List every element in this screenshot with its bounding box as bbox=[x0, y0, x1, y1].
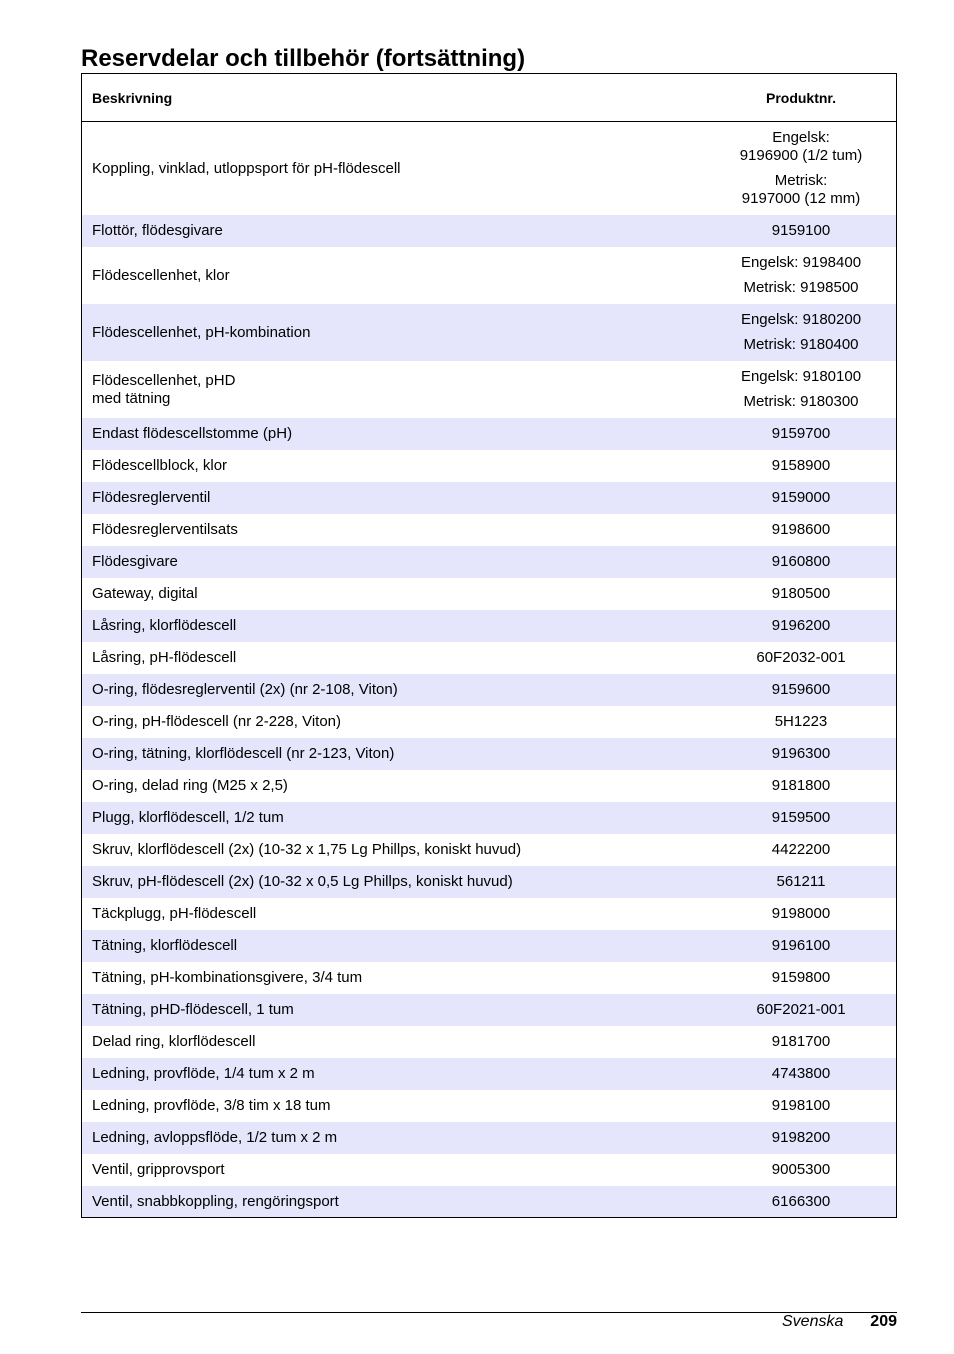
product-number-cell bbox=[706, 1161, 896, 1179]
table-row bbox=[82, 450, 896, 482]
description-text: med tätning bbox=[92, 389, 171, 407]
description-cell bbox=[82, 1097, 706, 1115]
description-cell bbox=[82, 267, 706, 285]
description-cell bbox=[82, 777, 706, 795]
product-number-text: 9198000 bbox=[771, 905, 831, 922]
product-number-text: 9196300 bbox=[771, 745, 831, 762]
table-row bbox=[82, 674, 896, 706]
product-number-text: 9181700 bbox=[771, 1033, 831, 1050]
description-cell bbox=[82, 873, 706, 891]
description-cell bbox=[82, 617, 706, 635]
table-row bbox=[82, 834, 896, 866]
table-row bbox=[82, 866, 896, 898]
product-number-text: Engelsk: 9198400 bbox=[740, 254, 862, 271]
table-row bbox=[82, 1090, 896, 1122]
table-row bbox=[82, 1026, 896, 1058]
product-number-text: 9197000 (12 mm) bbox=[741, 190, 861, 207]
table-body bbox=[82, 122, 896, 1217]
description-cell bbox=[82, 905, 706, 923]
table-row bbox=[82, 802, 896, 834]
product-number-text: 9196100 bbox=[771, 937, 831, 954]
product-number-cell bbox=[706, 1193, 896, 1211]
table-row bbox=[82, 304, 896, 361]
description-cell bbox=[82, 713, 706, 731]
product-number-cell bbox=[706, 425, 896, 443]
description-cell bbox=[82, 222, 706, 240]
table-row bbox=[82, 770, 896, 802]
product-number-text: Metrisk: bbox=[774, 172, 828, 189]
product-number-text: 9198600 bbox=[771, 521, 831, 538]
product-number-text: 6166300 bbox=[771, 1192, 831, 1210]
description-text: Flödesreglerventilsats bbox=[92, 521, 238, 538]
table-row bbox=[82, 994, 896, 1026]
description-cell bbox=[82, 372, 706, 408]
table-row bbox=[82, 962, 896, 994]
product-number-cell bbox=[706, 873, 896, 891]
table-row bbox=[82, 738, 896, 770]
description-text: Skruv, pH-flödescell (2x) (10-32 x 0,5 Lg Phillps, koniskt huvud) bbox=[92, 873, 513, 890]
description-cell bbox=[82, 745, 706, 763]
description-cell bbox=[82, 1065, 706, 1083]
description-cell bbox=[82, 160, 706, 178]
description-text: O-ring, tätning, klorflödescell (nr 2-123, Viton) bbox=[92, 745, 395, 762]
product-number-cell bbox=[706, 553, 896, 571]
description-text: Ledning, provflöde, 3/8 tim x 18 tum bbox=[92, 1097, 331, 1114]
product-number-text: Metrisk: 9198500 bbox=[743, 279, 859, 296]
table-row bbox=[82, 1186, 896, 1217]
description-text: Ledning, provflöde, 1/4 tum x 2 m bbox=[92, 1065, 315, 1082]
description-cell bbox=[82, 937, 706, 955]
description-cell bbox=[82, 585, 706, 603]
product-number-text: 60F2021-001 bbox=[756, 1001, 846, 1018]
table-row bbox=[82, 247, 896, 304]
table-row bbox=[82, 361, 896, 418]
product-number-text: 9180500 bbox=[771, 585, 831, 602]
product-number-cell bbox=[706, 841, 896, 859]
product-number-text: Metrisk: 9180300 bbox=[743, 393, 859, 410]
product-number-cell bbox=[706, 311, 896, 354]
page-number: 209 bbox=[870, 1313, 897, 1330]
table-row bbox=[82, 930, 896, 962]
product-number-text: 9159800 bbox=[771, 969, 831, 986]
product-number-text: 5H1223 bbox=[774, 713, 828, 730]
description-cell bbox=[82, 457, 706, 475]
table-row bbox=[82, 578, 896, 610]
description-text: Ledning, avloppsflöde, 1/2 tum x 2 m bbox=[92, 1129, 338, 1146]
table-row bbox=[82, 514, 896, 546]
product-number-cell bbox=[706, 1001, 896, 1019]
description-cell bbox=[82, 681, 706, 699]
description-text: Flödesreglerventil bbox=[92, 489, 211, 506]
description-text: Plugg, klorflödescell, 1/2 tum bbox=[92, 809, 284, 826]
product-number-text: 9158900 bbox=[771, 457, 831, 474]
description-cell bbox=[82, 809, 706, 827]
table-row bbox=[82, 418, 896, 450]
description-text: Ventil, gripprovsport bbox=[92, 1161, 225, 1178]
product-number-text: 4743800 bbox=[771, 1065, 831, 1082]
description-text: Flödesgivare bbox=[92, 553, 178, 570]
product-number-cell bbox=[706, 521, 896, 539]
product-number-text: Engelsk: bbox=[772, 129, 830, 146]
footer-language: Svenska bbox=[782, 1313, 844, 1330]
product-number-text: Metrisk: 9180400 bbox=[743, 336, 859, 353]
description-cell bbox=[82, 489, 706, 507]
description-text: Endast flödescellstomme (pH) bbox=[92, 425, 293, 442]
description-cell bbox=[82, 1193, 706, 1211]
table-row bbox=[82, 1154, 896, 1186]
description-text: Tätning, pHD-flödescell, 1 tum bbox=[92, 1001, 294, 1018]
footer-divider bbox=[81, 1312, 897, 1313]
product-number-text: 9159000 bbox=[771, 489, 831, 506]
product-number-cell bbox=[706, 905, 896, 923]
description-cell bbox=[82, 553, 706, 571]
table-row bbox=[82, 610, 896, 642]
description-text: O-ring, pH-flödescell (nr 2-228, Viton) bbox=[92, 713, 341, 730]
product-number-text: 4422200 bbox=[771, 841, 831, 858]
description-cell bbox=[82, 841, 706, 859]
table-row bbox=[82, 482, 896, 514]
product-number-cell bbox=[706, 1097, 896, 1115]
product-number-cell bbox=[706, 969, 896, 987]
product-number-text: 561211 bbox=[776, 873, 826, 890]
product-number-cell bbox=[706, 222, 896, 240]
description-text: Låsring, klorflödescell bbox=[92, 617, 237, 634]
product-number-cell bbox=[706, 809, 896, 827]
product-number-cell bbox=[706, 457, 896, 475]
product-number-cell bbox=[706, 745, 896, 763]
description-cell bbox=[82, 521, 706, 539]
description-text: Flödescellenhet, pH-kombination bbox=[92, 323, 311, 341]
product-number-cell bbox=[706, 681, 896, 699]
product-number-text: 9196900 (1/2 tum) bbox=[739, 147, 863, 164]
product-number-text: 9196200 bbox=[771, 617, 831, 634]
product-number-cell bbox=[706, 937, 896, 955]
table-row bbox=[82, 706, 896, 738]
description-text: Gateway, digital bbox=[92, 585, 198, 602]
description-cell bbox=[82, 1161, 706, 1179]
product-number-text: 9159700 bbox=[771, 425, 831, 442]
product-number-text: Engelsk: 9180200 bbox=[740, 311, 862, 328]
description-text: O-ring, flödesreglerventil (2x) (nr 2-108, Viton) bbox=[92, 681, 398, 698]
description-text: Delad ring, klorflödescell bbox=[92, 1033, 256, 1050]
description-text: Skruv, klorflödescell (2x) (10-32 x 1,75 Lg Phillps, koniskt huvud) bbox=[92, 841, 522, 858]
table-row bbox=[82, 215, 896, 247]
table-row bbox=[82, 642, 896, 674]
product-number-cell bbox=[706, 254, 896, 297]
table-row bbox=[82, 898, 896, 930]
product-number-cell bbox=[706, 1033, 896, 1051]
description-text: Tätning, klorflödescell bbox=[92, 937, 238, 954]
table-header bbox=[82, 74, 896, 122]
product-number-text: 60F2032-001 bbox=[756, 649, 846, 666]
table-row bbox=[82, 122, 896, 215]
product-number-text: 9159500 bbox=[771, 809, 831, 826]
description-text: O-ring, delad ring (M25 x 2,5) bbox=[92, 777, 288, 794]
product-number-cell bbox=[706, 777, 896, 795]
product-number-cell bbox=[706, 1065, 896, 1083]
description-text: Flottör, flödesgivare bbox=[92, 222, 223, 239]
product-number-cell bbox=[706, 617, 896, 635]
product-number-text: 9181800 bbox=[771, 777, 831, 794]
product-number-column-header: Produktnr. bbox=[765, 89, 836, 106]
description-text: Flödescellenhet, pHD bbox=[92, 371, 236, 389]
product-number-text: Engelsk: 9180100 bbox=[740, 368, 862, 385]
description-cell bbox=[82, 1033, 706, 1051]
description-text: Tätning, pH-kombinationsgivere, 3/4 tum bbox=[92, 969, 363, 986]
product-number-text: 9160800 bbox=[771, 553, 831, 570]
description-text: Flödescellblock, klor bbox=[92, 457, 228, 474]
product-number-cell bbox=[706, 585, 896, 603]
description-cell bbox=[82, 324, 706, 342]
description-column-header: Beskrivning bbox=[92, 89, 173, 106]
description-cell bbox=[82, 969, 706, 987]
table-row bbox=[82, 546, 896, 578]
description-cell bbox=[82, 425, 706, 443]
description-cell bbox=[82, 649, 706, 667]
page-title: Reservdelar och tillbehör (fortsättning) bbox=[81, 45, 526, 72]
description-text: Ventil, snabbkoppling, rengöringsport bbox=[92, 1192, 339, 1210]
product-number-text: 9005300 bbox=[771, 1161, 831, 1178]
description-text: Koppling, vinklad, utloppsport för pH-flödescell bbox=[92, 159, 401, 177]
product-number-cell bbox=[706, 649, 896, 667]
product-number-cell bbox=[706, 713, 896, 731]
description-cell bbox=[82, 1001, 706, 1019]
description-text: Låsring, pH-flödescell bbox=[92, 649, 237, 666]
description-text: Täckplugg, pH-flödescell bbox=[92, 905, 257, 922]
description-cell bbox=[82, 1129, 706, 1147]
product-number-cell bbox=[706, 129, 896, 208]
product-number-text: 9159600 bbox=[771, 681, 831, 698]
product-number-text: 9198200 bbox=[771, 1129, 831, 1146]
description-text: Flödescellenhet, klor bbox=[92, 266, 230, 284]
table-row bbox=[82, 1122, 896, 1154]
product-number-cell bbox=[706, 489, 896, 507]
product-number-text: 9159100 bbox=[771, 222, 831, 239]
product-number-text: 9198100 bbox=[771, 1097, 831, 1114]
product-number-cell bbox=[706, 368, 896, 411]
product-number-cell bbox=[706, 1129, 896, 1147]
table-row bbox=[82, 1058, 896, 1090]
parts-table bbox=[81, 73, 897, 1218]
